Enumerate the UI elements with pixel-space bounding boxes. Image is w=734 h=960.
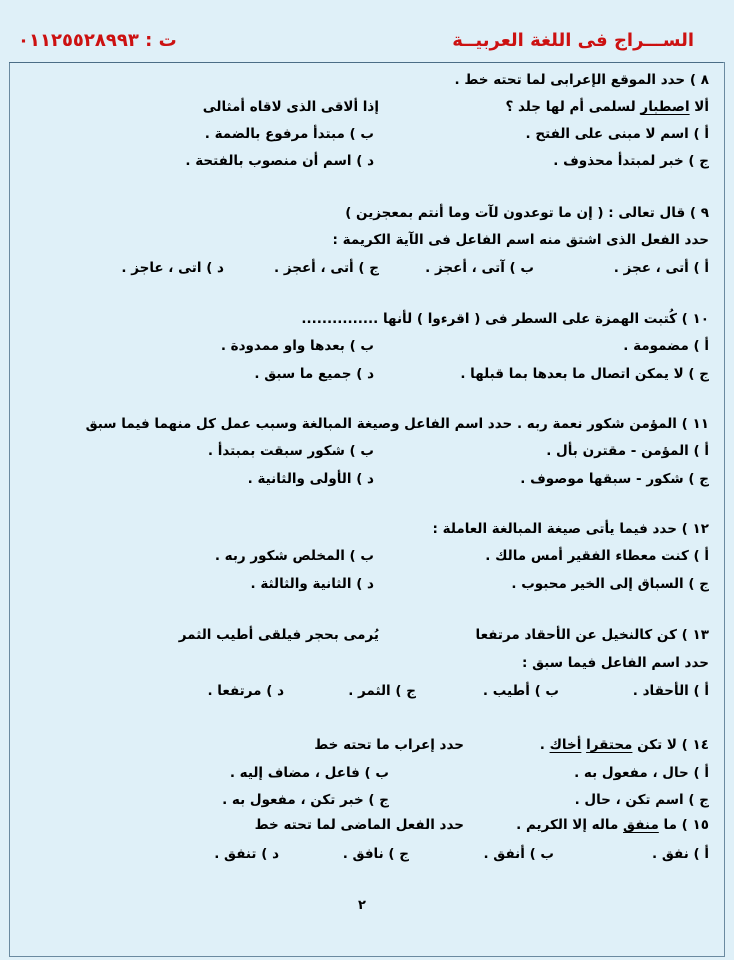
option-a: أ ) حال ، مفعول به . bbox=[574, 765, 709, 781]
option-b: ب ) أنفق . bbox=[483, 846, 554, 862]
option-b: ب ) المخلص شكور ربه . bbox=[214, 548, 374, 564]
option-d: د ) الثانية والثالثة . bbox=[250, 576, 374, 592]
option-b: ب ) شكور سبقت بمبتدأ . bbox=[207, 443, 374, 459]
option-c: ج ) شكور - سبقها موصوف . bbox=[520, 471, 709, 487]
question-12-prompt: ١٢ ) حدد فيما يأتى صيغة المبالغة العاملة : bbox=[432, 521, 709, 537]
question-15-instruction: حدد الفعل الماضى لما تحته خط bbox=[254, 817, 464, 833]
phone-line bbox=[18, 30, 177, 51]
question-11-prompt: ١١ ) المؤمن شكور نعمة ربه . حدد اسم الفاعل وصيغة المبالغة وسبب عمل كل منهما فيما سبق bbox=[85, 416, 709, 432]
option-c: ج ) نافق . bbox=[342, 846, 409, 862]
page-title: الســـراج فى اللغة العربيــة bbox=[452, 30, 694, 51]
header-divider bbox=[9, 62, 723, 63]
option-c: ج ) اسم تكن ، حال . bbox=[574, 792, 709, 808]
option-a: أ ) كنت معطاء الفقير أمس مالك . bbox=[485, 548, 709, 564]
option-c: ج ) خبر لمبتدأ محذوف . bbox=[553, 153, 709, 169]
option-a: أ ) اسم لا مبنى على الفتح . bbox=[525, 126, 709, 142]
option-c: ج ) لا يمكن اتصال ما بعدها بما قبلها . bbox=[460, 366, 709, 382]
question-9-prompt: ٩ ) قال تعالى : ( إن ما توعدون لآت وما أنتم بمعجزين ) bbox=[345, 205, 709, 221]
option-a: أ ) المؤمن - مقترن بأل . bbox=[546, 443, 709, 459]
option-a: أ ) مضمومة . bbox=[623, 338, 709, 354]
question-14-instruction: حدد إعراب ما تحته خط bbox=[314, 737, 464, 753]
option-d: د ) اسم أن منصوب بالفتحة . bbox=[185, 153, 374, 169]
option-d: د ) مرتفعا . bbox=[207, 683, 284, 699]
option-d: د ) تنفق . bbox=[214, 846, 279, 862]
underlined-word: محتقرا bbox=[586, 737, 633, 753]
option-b: ب ) مبتدأ مرفوع بالضمة . bbox=[204, 126, 374, 142]
question-8-verse-a: ألا اصطبار لسلمى أم لها جلد ؟ bbox=[505, 99, 709, 115]
phone-number: ٠١١٢٥٥٢٨٩٩٣ bbox=[18, 30, 139, 51]
option-a: أ ) الأحقاد . bbox=[632, 683, 709, 699]
option-c: ج ) الثمر . bbox=[348, 683, 416, 699]
question-13-sub: حدد اسم الفاعل فيما سبق : bbox=[521, 655, 709, 671]
option-b: ب ) آتى ، أعجز . bbox=[425, 260, 534, 276]
option-d: د ) جميع ما سبق . bbox=[254, 366, 374, 382]
underlined-word: اصطبار bbox=[640, 99, 690, 115]
option-a: أ ) أتى ، عجز . bbox=[613, 260, 709, 276]
page-number: ٢ bbox=[358, 898, 366, 913]
question-14-prompt: ١٤ ) لا تكن محتقرا أخاك . bbox=[539, 737, 709, 753]
question-8-prompt: ٨ ) حدد الموقع الإعرابى لما تحته خط . bbox=[454, 72, 709, 88]
option-a: أ ) نفق . bbox=[652, 846, 709, 862]
option-d: د ) اتى ، عاجز . bbox=[121, 260, 224, 276]
option-b: ب ) أطيب . bbox=[482, 683, 559, 699]
option-c-2: ج ) خبر تكن ، مفعول به . bbox=[222, 792, 389, 808]
option-d: د ) الأولى والثانية . bbox=[247, 471, 374, 487]
question-13-prompt: ١٣ ) كن كالنخيل عن الأحقاد مرتفعا bbox=[475, 627, 709, 643]
option-b: ب ) بعدها واو ممدودة . bbox=[220, 338, 374, 354]
underlined-word: منفق bbox=[623, 817, 659, 833]
question-15-prompt: ١٥ ) ما منفق ماله إلا الكريم . bbox=[516, 817, 709, 833]
option-c: ج ) أتى ، أعجز . bbox=[274, 260, 379, 276]
question-13-verse-b: يُرمى بحجر فيلقى أطيب الثمر bbox=[178, 627, 379, 643]
phone-label: ت : bbox=[145, 30, 177, 51]
question-10-prompt: ١٠ ) كُتبت الهمزة على السطر فى ( اقرءوا ) لأنها ............... bbox=[301, 311, 709, 327]
underlined-word: أخاك bbox=[549, 737, 582, 753]
option-b: ب ) فاعل ، مضاف إليه . bbox=[229, 765, 389, 781]
option-c: ج ) السباق إلى الخير محبوب . bbox=[511, 576, 709, 592]
question-8-verse-b: إذا ألاقى الذى لاقاه أمثالى bbox=[202, 99, 379, 115]
question-9-sub: حدد الفعل الذى اشتق منه اسم الفاعل فى الآية الكريمة : bbox=[332, 232, 709, 248]
